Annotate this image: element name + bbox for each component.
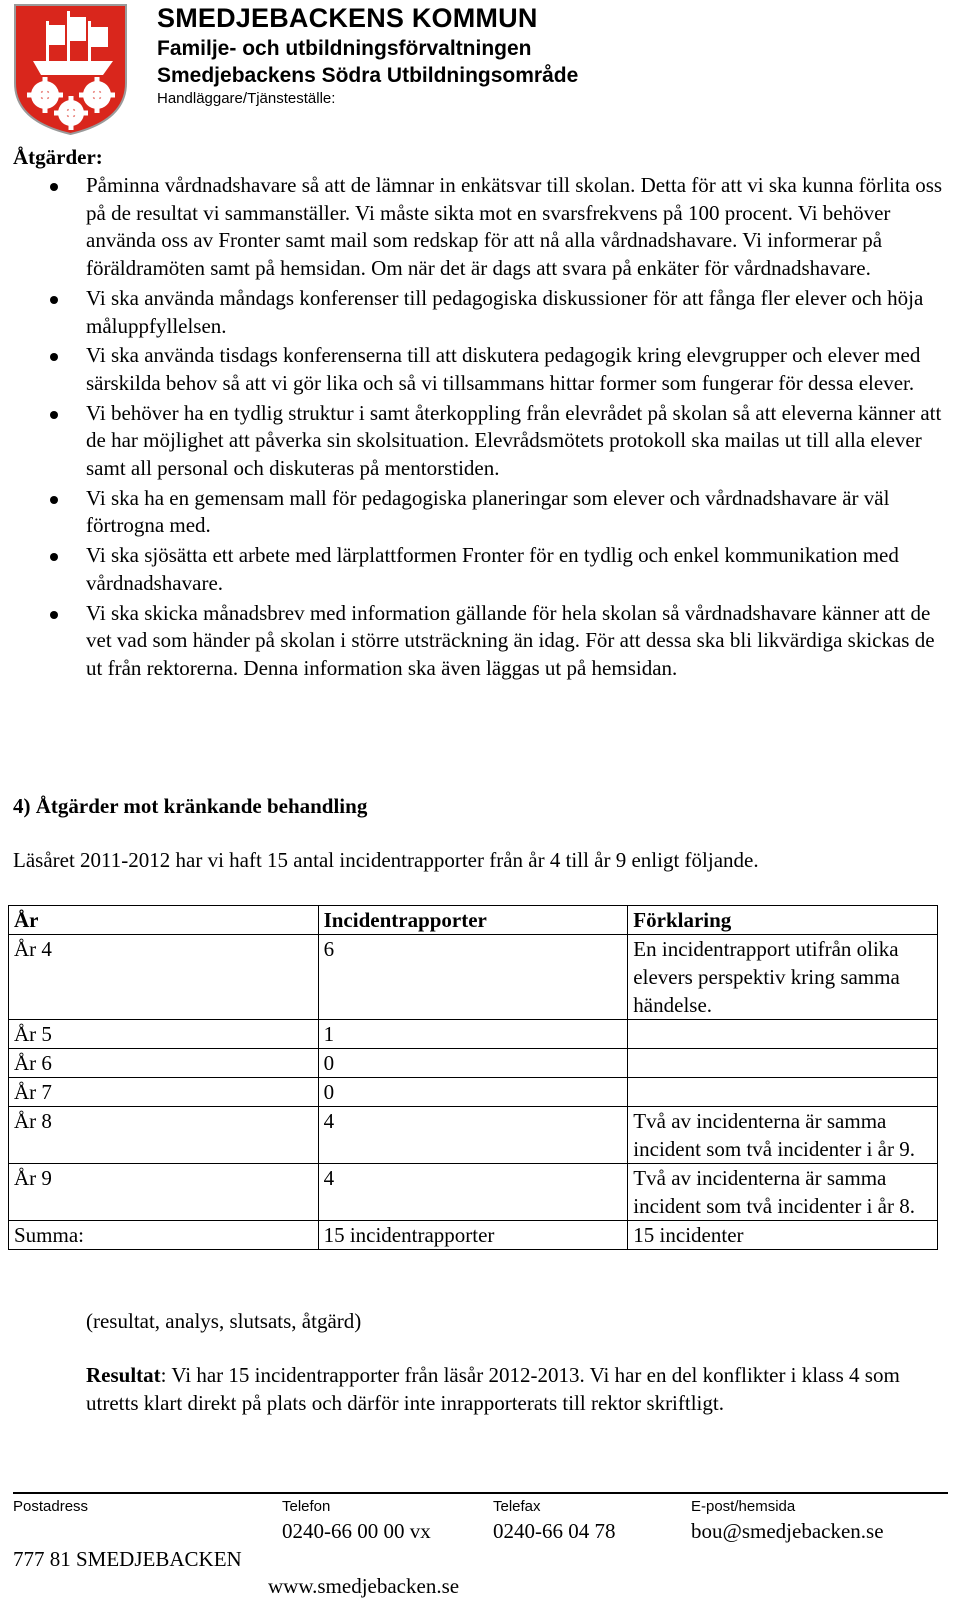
actions-heading: Åtgärder: bbox=[13, 145, 103, 169]
email-address[interactable]: bou@smedjebacken.se bbox=[691, 1519, 884, 1543]
handler-label: Handläggare/Tjänsteställe: bbox=[157, 90, 336, 107]
result-paragraph bbox=[86, 1361, 946, 1417]
table-followup-note: (resultat, analys, slutsats, åtgärd) bbox=[86, 1309, 362, 1333]
area-name: Smedjebackens Södra Utbildningsområde bbox=[157, 64, 579, 87]
list-item bbox=[0, 485, 960, 540]
table-cell: 15 incidenter bbox=[628, 1221, 938, 1250]
coat-of-arms-icon bbox=[13, 3, 128, 136]
list-item-text: Vi ska använda tisdags konferenserna till att diskutera pedagogik kring elevgrupper och elever med särskilda behov så att vi gör lika och så vi tillsammans hittar former som fungerar för dessa elever. bbox=[86, 343, 921, 395]
table-cell bbox=[628, 1020, 938, 1049]
footer-divider bbox=[13, 1492, 948, 1494]
table-cell: 1 bbox=[318, 1020, 628, 1049]
table-cell: Summa: bbox=[9, 1221, 319, 1250]
postal-address-label: Postadress bbox=[13, 1498, 89, 1515]
list-item-text: Vi ska skicka månadsbrev med information gällande för hela skolan så vårdnadshavare känner att de vet vad som händer på skolan i större utsträckning än idag. För att dessa ska bli likvärdiga skickas de ut från rektorerna. Denna information ska även läggas ut på hemsidan. bbox=[86, 600, 935, 680]
bullet-icon bbox=[50, 611, 58, 619]
table-cell: 6 bbox=[318, 935, 628, 1020]
table-cell bbox=[628, 1078, 938, 1107]
table-cell: År 6 bbox=[9, 1049, 319, 1078]
table-cell: 0 bbox=[318, 1078, 628, 1107]
list-item bbox=[0, 285, 960, 340]
table-cell: 4 bbox=[318, 1164, 628, 1221]
table-row bbox=[9, 1078, 938, 1107]
list-item bbox=[0, 600, 960, 683]
section-intro: Läsåret 2011-2012 har vi haft 15 antal incidentrapporter från år 4 till år 9 enligt följande. bbox=[13, 848, 759, 872]
list-item bbox=[0, 342, 960, 397]
table-cell: 4 bbox=[318, 1107, 628, 1164]
table-cell: Två av incidenterna är samma incident som två incidenter i år 8. bbox=[628, 1164, 938, 1221]
list-item bbox=[0, 542, 960, 597]
table-row bbox=[9, 1107, 938, 1164]
table-cell: 0 bbox=[318, 1049, 628, 1078]
column-header: Förklaring bbox=[628, 906, 938, 935]
postal-address: 777 81 SMEDJEBACKEN bbox=[13, 1547, 242, 1571]
list-item-text: Påminna vårdnadshavare så att de lämnar in enkätsvar till skolan. Detta för att vi ska kunna förlita oss på de resultat vi sammanställer. Vi måste sikta mot en svarsfrekvens på 100 procent. Vi behöver använda oss av Fronter samt mail som redskap för att nå alla vårdnadshavare. Vi informerar på föräldramöten samt på hemsidan. Om när det är dags att svara på enkäter för vårdnadshavare. bbox=[86, 173, 943, 281]
list-item-text: Vi ska sjösätta ett arbete med lärplattformen Fronter för en tydlig och enkel kommunikation med vårdnadshavare. bbox=[86, 543, 899, 595]
fax-label: Telefax bbox=[493, 1498, 541, 1515]
list-item bbox=[0, 172, 960, 283]
bullet-icon bbox=[50, 553, 58, 561]
table-sum-row bbox=[9, 1221, 938, 1250]
result-text: : Vi har 15 incidentrapporter från läsår 2012-2013. Vi har en del konflikter i klass 4 som utretts klart direkt på plats och därför inte inrapporterats till rektor skriftligt. bbox=[86, 1363, 900, 1415]
bullet-icon bbox=[50, 353, 58, 361]
letterhead bbox=[157, 2, 578, 109]
table-row bbox=[9, 1049, 938, 1078]
bullet-icon bbox=[50, 411, 58, 419]
actions-list bbox=[0, 172, 960, 685]
table-row bbox=[9, 1164, 938, 1221]
list-item-text: Vi ska använda måndags konferenser till pedagogiska diskussioner för att fånga fler elever och höja måluppfyllelsen. bbox=[86, 285, 924, 338]
fax-number: 0240-66 04 78 bbox=[493, 1519, 616, 1543]
bullet-icon bbox=[50, 296, 58, 304]
bullet-icon bbox=[50, 183, 58, 191]
table-cell: År 8 bbox=[9, 1107, 319, 1164]
table-cell: År 9 bbox=[9, 1164, 319, 1221]
table-row bbox=[9, 935, 938, 1020]
table-cell: 15 incidentrapporter bbox=[318, 1221, 628, 1250]
table-cell: År 7 bbox=[9, 1078, 319, 1107]
table-row bbox=[9, 1020, 938, 1049]
phone-number: 0240-66 00 00 vx bbox=[282, 1519, 431, 1543]
bullet-icon bbox=[50, 496, 58, 504]
phone-label: Telefon bbox=[282, 1498, 331, 1515]
email-label: E-post/hemsida bbox=[691, 1498, 796, 1515]
department-name: Familje- och utbildningsförvaltningen bbox=[157, 37, 532, 60]
column-header: År bbox=[9, 906, 319, 935]
list-item-text: Vi behöver ha en tydlig struktur i samt återkoppling från elevrådet på skolan så att eleverna känner att de har möjlighet att påverka sin skolsituation. Elevrådsmötets protokoll ska mailas ut till alla elever samt all personal och diskuteras på mentorstiden. bbox=[86, 400, 942, 481]
table-cell: År 5 bbox=[9, 1020, 319, 1049]
table-cell bbox=[628, 1049, 938, 1078]
table-cell: År 4 bbox=[9, 935, 319, 1020]
column-header: Incidentrapporter bbox=[318, 906, 628, 935]
section-heading: 4) Åtgärder mot kränkande behandling bbox=[13, 794, 368, 818]
table-cell: En incidentrapport utifrån olika elevers perspektiv kring samma händelse. bbox=[628, 935, 938, 1020]
incident-table bbox=[8, 905, 938, 1250]
list-item bbox=[0, 400, 960, 483]
table-header-row bbox=[9, 906, 938, 935]
result-label: Resultat bbox=[86, 1363, 161, 1387]
website-link[interactable]: www.smedjebacken.se bbox=[268, 1574, 460, 1598]
table-cell: Två av incidenterna är samma incident som två incidenter i år 9. bbox=[628, 1107, 938, 1164]
list-item-text: Vi ska ha en gemensam mall för pedagogiska planeringar som elever och vårdnadshavare är väl förtrogna med. bbox=[86, 485, 890, 538]
municipality-name: SMEDJEBACKENS KOMMUN bbox=[157, 3, 538, 33]
